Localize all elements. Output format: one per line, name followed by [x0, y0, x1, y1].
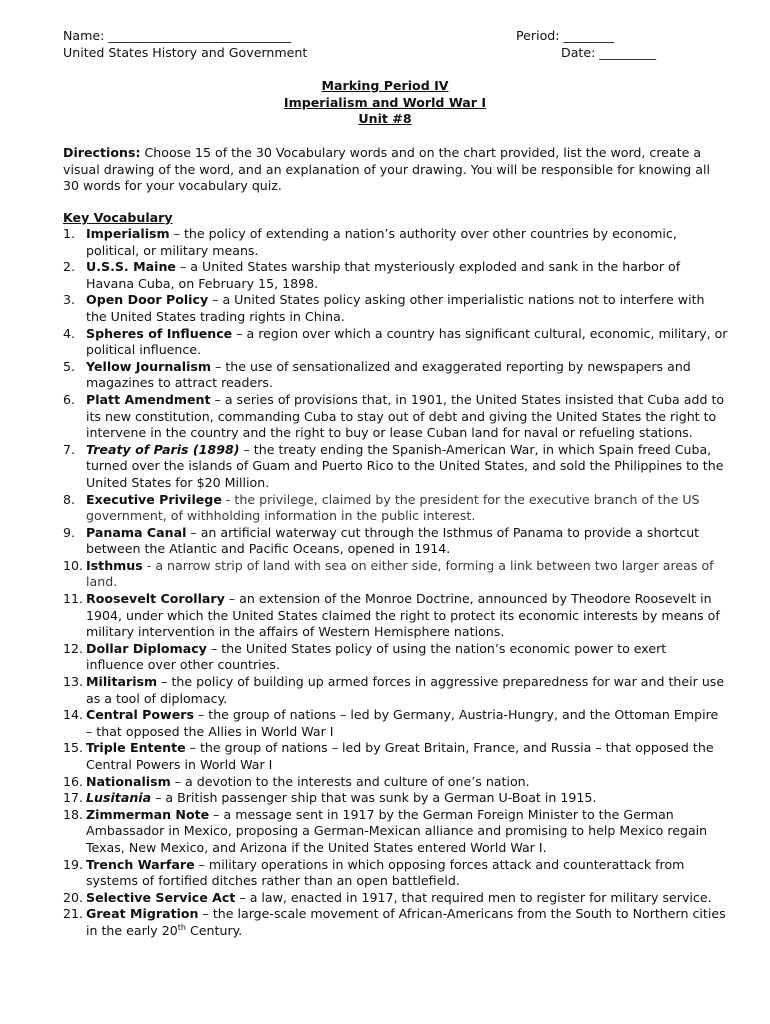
vocab-term: Selective Service Act	[86, 889, 236, 905]
name-line: Name: _____________________________	[63, 28, 292, 43]
vocab-term: Panama Canal	[86, 524, 187, 540]
vocab-item	[63, 641, 728, 674]
vocab-definition: – a message sent in 1917 by the German Foreign Minister to the German Ambassador in Mexico, proposing a German-Mexican alliance and promising to help Mexico regain Texas, New Mexico, and Arizona if the United States entered World War I.	[86, 806, 708, 855]
vocab-term: Trench Warfare	[86, 856, 195, 872]
item-number: 20.	[63, 889, 84, 905]
vocab-definition: – the group of nations – led by Germany, Austria-Hungry, and the Ottoman Empire – that opposed the Allies in World War I	[86, 707, 719, 739]
vocab-term: Executive Privilege	[86, 491, 222, 507]
vocab-definition: – the United States policy of using the nation’s economic power to exert influence over other countries.	[86, 640, 667, 673]
vocab-definition: – an artificial waterway cut through the Isthmus of Panama to provide a shortcut between the Atlantic and Pacific Oceans, opened in 1914.	[86, 524, 700, 557]
vocab-term: Open Door Policy	[86, 292, 209, 308]
item-number: 7.	[63, 441, 76, 457]
vocab-term: Nationalism	[86, 773, 171, 789]
vocab-item	[63, 774, 728, 791]
item-number: 15.	[63, 740, 84, 756]
vocab-item	[63, 707, 728, 740]
key-vocabulary-heading: Key Vocabulary	[63, 210, 173, 225]
vocab-term: Treaty of Paris (1898)	[86, 441, 240, 457]
vocab-term: U.S.S. Maine	[86, 259, 176, 275]
vocab-item	[63, 674, 728, 707]
date-line: Date: _________	[561, 45, 657, 60]
vocab-term: Lusitania	[86, 790, 152, 806]
item-number: 5.	[63, 358, 76, 374]
vocab-item	[63, 359, 728, 392]
vocab-definition: – the policy of extending a nation’s authority over other countries by economic, political, or military means.	[86, 226, 677, 258]
item-number: 16.	[63, 773, 84, 789]
vocab-definition: – the group of nations – led by Great Britain, France, and Russia – that opposed the Central Powers in World War I	[86, 740, 714, 772]
vocab-term: Zimmerman Note	[86, 806, 210, 822]
vocab-item	[63, 807, 728, 857]
vocab-item	[63, 857, 728, 890]
item-number: 19.	[63, 856, 84, 872]
marking-period-title: Marking Period IV	[321, 78, 449, 93]
vocab-term: Roosevelt Corollary	[86, 591, 225, 607]
vocab-definition: – a United States warship that mysteriously exploded and sank in the harbor of Havana Cuba, on February 15, 1898.	[86, 259, 681, 291]
vocabulary-list	[63, 226, 728, 940]
vocab-item	[63, 259, 728, 292]
item-number: 17.	[63, 790, 84, 806]
vocab-term: Militarism	[86, 674, 158, 690]
item-number: 21.	[63, 906, 84, 922]
course-title: United States History and Government	[63, 45, 308, 60]
vocab-term: Imperialism	[86, 226, 170, 241]
directions-label: Directions:	[63, 145, 141, 160]
vocab-term: Isthmus	[86, 557, 143, 573]
vocab-definition: – an extension of the Monroe Doctrine, announced by Theodore Roosevelt in 1904, under which the United States claimed the right to protect its economic interests by means of military intervention in the affairs of Western Hemisphere nations.	[86, 591, 720, 640]
item-number: 3.	[63, 292, 76, 308]
item-number: 2.	[63, 259, 76, 275]
vocab-term: Spheres of Influence	[86, 325, 233, 341]
vocab-item	[63, 226, 728, 259]
vocab-item	[63, 492, 728, 525]
vocab-definition: - the privilege, claimed by the president for the executive branch of the US government, of withholding information in the public interest.	[86, 491, 700, 524]
vocab-item	[63, 392, 728, 442]
vocab-definition: – the treaty ending the Spanish-American War, in which Spain freed Cuba, turned over the islands of Guam and Puerto Rico to the United States, and sold the Philippines to the United States for $20 Million.	[86, 441, 724, 490]
ordinal-suffix: th	[177, 922, 186, 932]
vocab-term: Great Migration	[86, 906, 199, 922]
vocab-term: Dollar Diplomacy	[86, 640, 207, 656]
item-number: 13.	[63, 674, 84, 690]
vocab-term: Triple Entente	[86, 740, 186, 756]
directions-paragraph	[63, 145, 723, 195]
item-number: 11.	[63, 591, 84, 607]
unit-number-title: Unit #8	[358, 111, 412, 126]
directions-text: Choose 15 of the 30 Vocabulary words and on the chart provided, list the word, create a visual drawing of the word, and an explanation of your drawing. You will be responsible for knowing all 30 words for your vocabulary quiz.	[63, 145, 710, 194]
vocab-definition: – military operations in which opposing forces attack and counterattack from systems of fortified ditches rather than an open battlefield.	[86, 856, 685, 889]
vocab-definition: – a series of provisions that, in 1901, the United States insisted that Cuba add to its new constitution, commanding Cuba to stay out of debt and giving the United States the right to intervene in the country and the right to buy or lease Cuban land for naval or refueling stations.	[86, 391, 725, 441]
vocab-item	[63, 558, 728, 591]
item-number: 1.	[63, 226, 76, 241]
vocab-item	[63, 326, 728, 359]
vocab-definition: – the large-scale movement of African-Americans from the South to Northern cities in the early 20	[86, 906, 726, 938]
item-number: 6.	[63, 391, 76, 407]
vocab-term: Central Powers	[86, 707, 194, 723]
unit-topic-title: Imperialism and World War I	[283, 95, 487, 110]
vocab-definition: – a British passenger ship that was sunk by a German U-Boat in 1915.	[151, 790, 597, 806]
vocab-item	[63, 525, 728, 558]
vocab-definition: – a devotion to the interests and culture of one’s nation.	[170, 773, 530, 789]
item-number: 4.	[63, 325, 76, 341]
item-number: 10.	[63, 557, 84, 573]
period-line: Period: ________	[516, 28, 614, 43]
item-number: 8.	[63, 491, 76, 507]
vocab-definition: - a narrow strip of land with sea on either side, forming a link between two larger areas of land.	[86, 557, 714, 590]
vocab-definition-tail: Century.	[186, 922, 243, 938]
vocab-item	[63, 442, 728, 492]
vocab-term: Platt Amendment	[86, 391, 211, 407]
item-number: 12.	[63, 640, 84, 656]
vocab-definition: – a law, enacted in 1917, that required men to register for military service.	[235, 889, 712, 905]
vocab-term: Yellow Journalism	[86, 358, 212, 374]
vocab-item	[63, 591, 728, 641]
item-number: 9.	[63, 524, 76, 540]
vocab-item	[63, 740, 728, 773]
vocab-item	[63, 292, 728, 325]
vocab-item	[63, 890, 728, 907]
vocab-definition: – a region over which a country has significant cultural, economic, military, or political influence.	[86, 325, 728, 358]
vocab-definition: – the policy of building up armed forces in aggressive preparedness for war and their use as a tool of diplomacy.	[86, 674, 725, 706]
item-number: 18.	[63, 806, 84, 822]
vocab-item	[63, 906, 728, 939]
vocab-definition: – the use of sensationalized and exaggerated reporting by newspapers and magazines to attract readers.	[86, 358, 691, 391]
vocab-item	[63, 790, 728, 807]
vocab-definition: – a United States policy asking other imperialistic nations not to interfere with the United States trading rights in China.	[86, 292, 705, 324]
item-number: 14.	[63, 707, 84, 723]
